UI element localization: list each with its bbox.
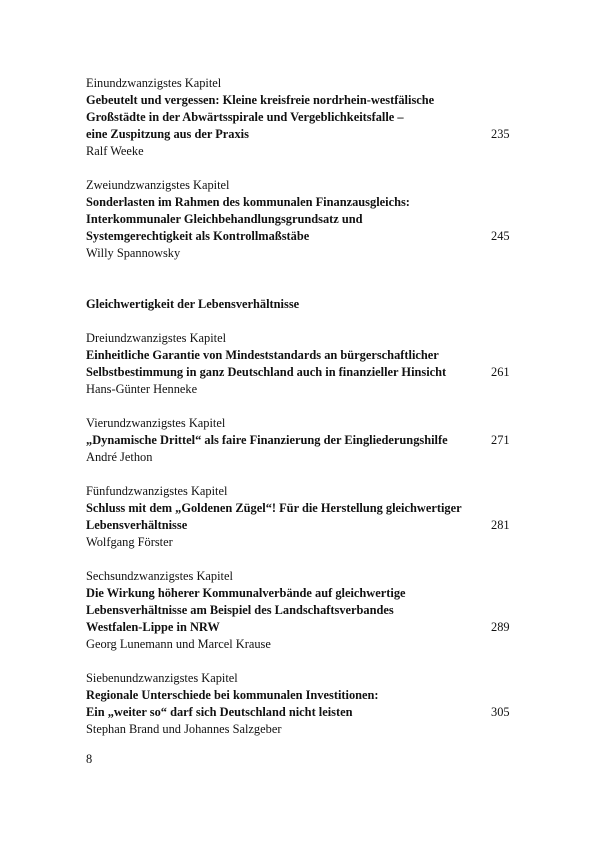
chapter-page-number: 261: [491, 365, 510, 379]
chapter-title-text: „Dynamische Drittel“ als faire Finanzierung der Eingliederungshilfe: [86, 433, 448, 447]
chapter-title-line: [86, 109, 516, 126]
chapter-number: Zweiundzwanzigstes Kapitel: [86, 178, 230, 192]
chapter-title-line: [86, 585, 516, 602]
chapter-title-line: [86, 92, 516, 109]
toc-entry: [86, 75, 516, 160]
chapter-title-line: [86, 228, 516, 245]
chapter-title-text: Systemgerechtigkeit als Kontrollmaßstäbe: [86, 229, 310, 243]
chapter-title-line: [86, 347, 516, 364]
chapter-title-text: Lebensverhältnisse am Beispiel des Landschaftsverbandes: [86, 603, 394, 617]
chapter-author: Stephan Brand und Johannes Salzgeber: [86, 722, 282, 736]
chapter-title-text: eine Zuspitzung aus der Praxis: [86, 127, 249, 141]
chapter-title-line: [86, 126, 516, 143]
chapter-title-line: [86, 687, 516, 704]
chapter-page-number: 271: [491, 433, 510, 447]
chapter-author: Wolfgang Förster: [86, 535, 173, 549]
chapter-title-line: [86, 194, 516, 211]
chapter-title-line: [86, 704, 516, 721]
chapter-title-line: [86, 500, 516, 517]
chapter-title-line: [86, 602, 516, 619]
section-heading: Gleichwertigkeit der Lebensverhältnisse: [86, 297, 300, 311]
toc-entry: [86, 568, 516, 653]
chapter-page-number: 235: [491, 127, 510, 141]
chapter-title-line: [86, 619, 516, 636]
chapter-number: Sechsundzwanzigstes Kapitel: [86, 569, 233, 583]
chapter-title-text: Lebensverhältnisse: [86, 518, 188, 532]
chapter-number: Einundzwanzigstes Kapitel: [86, 76, 222, 90]
chapter-number: Vierundzwanzigstes Kapitel: [86, 416, 226, 430]
chapter-title-text: Schluss mit dem „Goldenen Zügel“! Für die Herstellung gleichwertiger: [86, 501, 462, 515]
chapter-title-line: [86, 432, 516, 449]
chapter-title-text: Einheitliche Garantie von Mindeststandards an bürgerschaftlicher: [86, 348, 439, 362]
chapter-number: Dreiundzwanzigstes Kapitel: [86, 331, 227, 345]
chapter-page-number: 289: [491, 620, 510, 634]
chapter-title-line: [86, 211, 516, 228]
toc-entry: [86, 330, 516, 398]
chapter-title-text: Regionale Unterschiede bei kommunalen Investitionen:: [86, 688, 379, 702]
chapter-title-text: Ein „weiter so“ darf sich Deutschland nicht leisten: [86, 705, 353, 719]
chapter-number: Siebenundzwanzigstes Kapitel: [86, 671, 238, 685]
chapter-author: Hans-Günter Henneke: [86, 382, 198, 396]
chapter-title-text: Interkommunaler Gleichbehandlungsgrundsatz und: [86, 212, 363, 226]
toc-entry: [86, 670, 516, 738]
toc-entry: [86, 177, 516, 262]
chapter-author: Willy Spannowsky: [86, 246, 181, 260]
chapter-page-number: 281: [491, 518, 510, 532]
chapter-title-text: Gebeutelt und vergessen: Kleine kreisfreie nordrhein-westfälische: [86, 93, 435, 107]
chapter-page-number: 305: [491, 705, 510, 719]
chapter-title-text: Westfalen-Lippe in NRW: [86, 620, 220, 634]
toc-entry: [86, 483, 516, 551]
table-of-contents: [86, 75, 516, 755]
chapter-page-number: 245: [491, 229, 510, 243]
chapter-title-text: Die Wirkung höherer Kommunalverbände auf gleichwertige: [86, 586, 406, 600]
chapter-title-text: Sonderlasten im Rahmen des kommunalen Finanzausgleichs:: [86, 195, 410, 209]
chapter-title-text: Selbstbestimmung in ganz Deutschland auch in finanzieller Hinsicht: [86, 365, 447, 379]
chapter-number: Fünfundzwanzigstes Kapitel: [86, 484, 228, 498]
chapter-author: André Jethon: [86, 450, 153, 464]
chapter-title-line: [86, 517, 516, 534]
chapter-author: Georg Lunemann und Marcel Krause: [86, 637, 271, 651]
chapter-title-text: Großstädte in der Abwärtsspirale und Vergeblichkeitsfalle –: [86, 110, 404, 124]
chapter-title-line: [86, 364, 516, 381]
toc-entry: [86, 415, 516, 466]
chapter-author: Ralf Weeke: [86, 144, 144, 158]
page-number: 8: [86, 752, 93, 766]
